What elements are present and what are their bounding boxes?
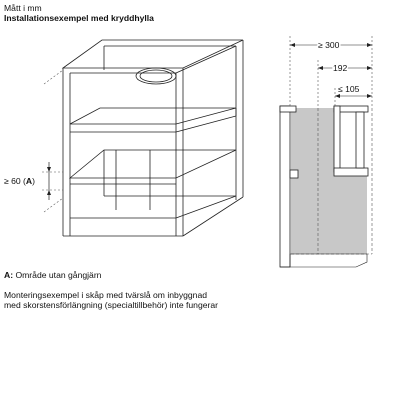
legend-text: Område utan gångjärn xyxy=(13,270,102,280)
gap-arrow-top xyxy=(47,167,51,172)
wall-arrow-right xyxy=(367,94,372,98)
top-panel-left xyxy=(280,106,296,112)
caption-line-1: Monteringsexempel i skåp med tvärslå om inbyggnad xyxy=(4,290,208,300)
depth-arrow-left xyxy=(290,43,295,47)
cabinet-bottom-section xyxy=(280,254,367,267)
chimney-opening-inner xyxy=(140,70,172,82)
offset-label: 192 xyxy=(333,63,348,73)
spice-shelf-section xyxy=(334,168,368,176)
caption xyxy=(4,290,218,310)
side-inner-top xyxy=(176,46,236,73)
section-view xyxy=(280,106,372,267)
offset-arrow-left xyxy=(318,66,323,70)
shelf-back-right xyxy=(356,112,364,168)
spice-shelf-top xyxy=(70,150,236,178)
cabinet-wall-left xyxy=(280,106,290,267)
cross-rail-side xyxy=(176,116,236,132)
depth-label: ≥ 300 xyxy=(318,40,340,50)
offset-arrow-right xyxy=(367,66,372,70)
cabinet-bottom-side xyxy=(183,197,243,236)
page-title: Installationsexempel med kryddhylla xyxy=(4,13,154,23)
wall-arrow-left xyxy=(335,94,340,98)
dimension-arrows xyxy=(290,43,372,98)
units-note: Mått i mm xyxy=(4,3,42,13)
gap-arrow-bottom xyxy=(47,190,51,195)
shelf-wall-right xyxy=(334,106,340,172)
gap-dimension xyxy=(42,70,63,212)
caption-line-2: med skorstensförlängning (specialtillbehör) inte fungerar xyxy=(4,300,219,310)
legend-key: A: xyxy=(4,270,14,280)
gap-label: ≥ 60 (A) xyxy=(4,176,36,186)
dim-ext-diag-lower xyxy=(44,198,63,212)
wall-label: ≤ 105 xyxy=(338,84,360,94)
depth-arrow-right xyxy=(367,43,372,47)
legend xyxy=(4,270,101,280)
cross-rail xyxy=(70,108,236,124)
cabinet-top xyxy=(63,40,243,68)
dim-ext-diag-upper xyxy=(44,70,63,84)
cabinet-drawing xyxy=(63,40,243,236)
cross-rail-section xyxy=(290,170,298,178)
